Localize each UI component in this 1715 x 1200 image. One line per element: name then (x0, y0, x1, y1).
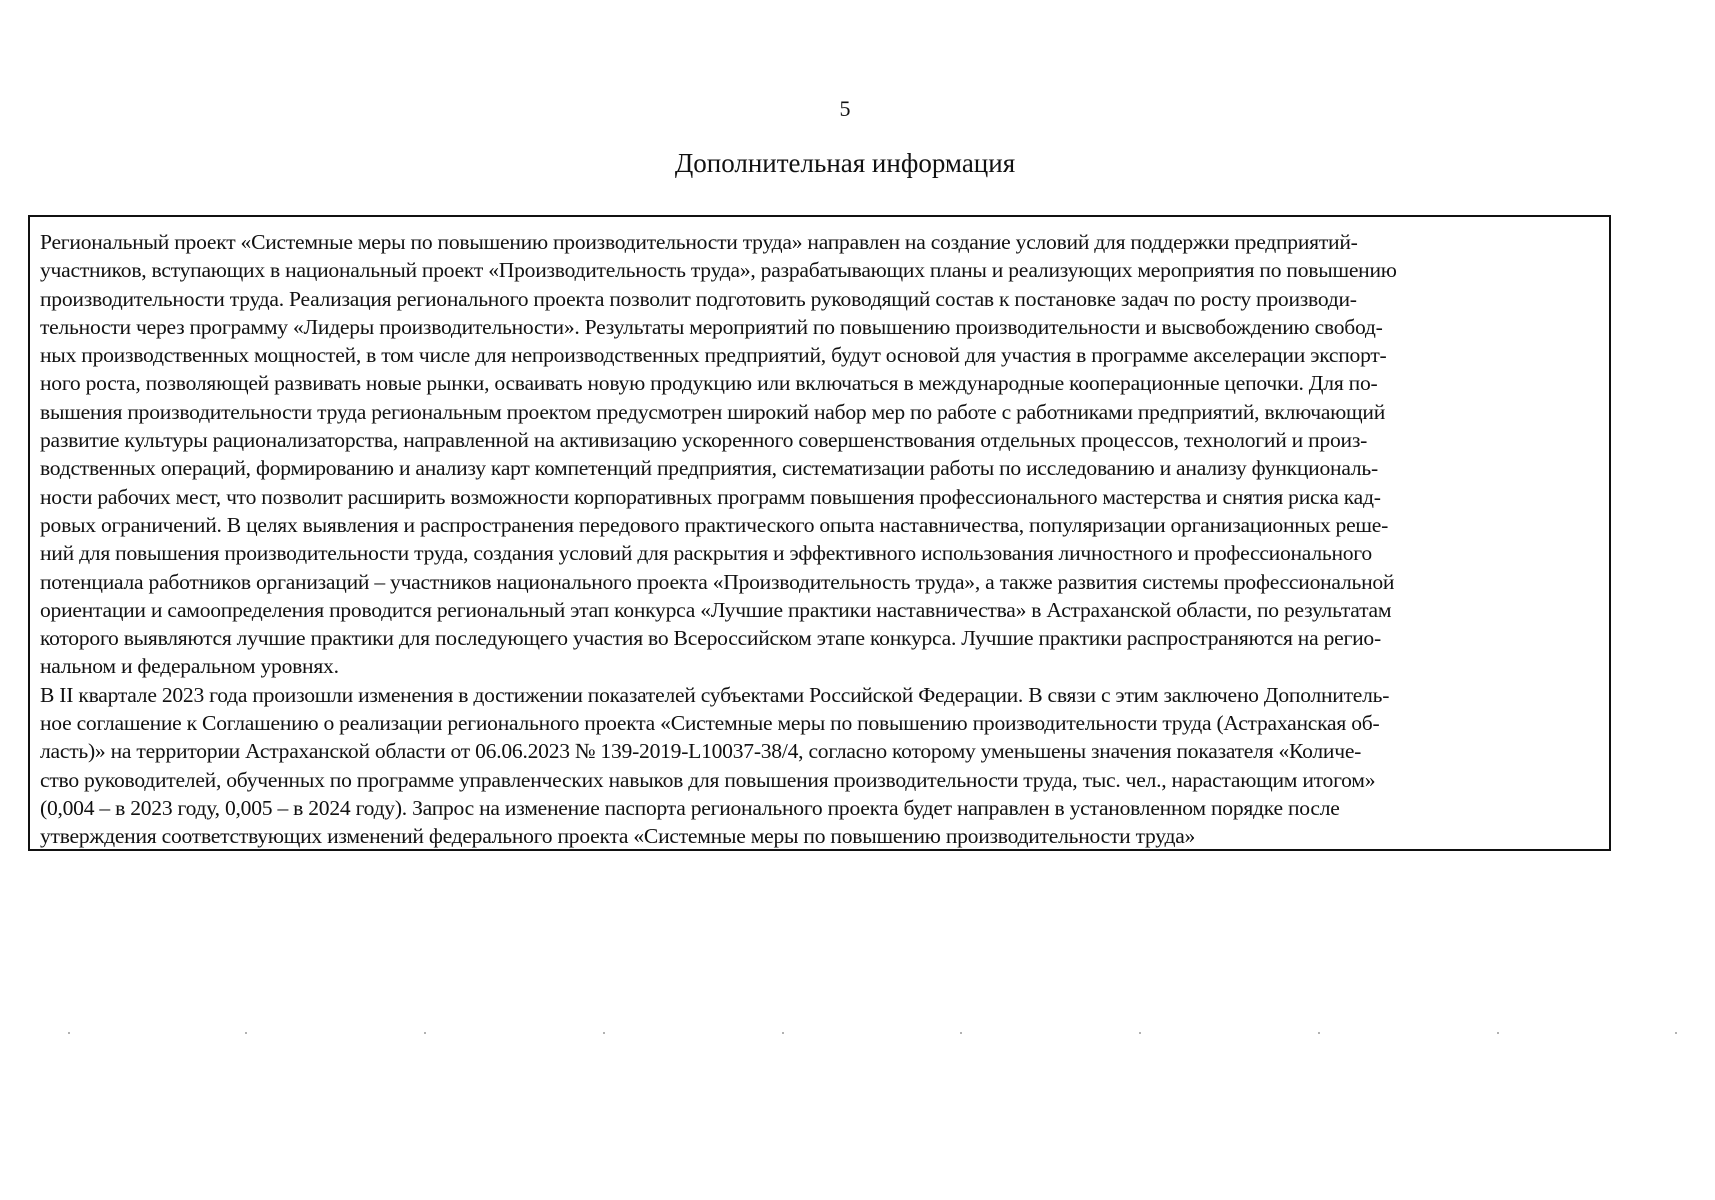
scan-artifact-dots (0, 1032, 1715, 1036)
text-line: ний для повышения производительности труда, создания условий для раскрытия и эффективного использования личностного и профессионального (40, 541, 1372, 566)
scan-dot (1675, 1032, 1677, 1034)
additional-info-box (28, 215, 1611, 851)
page-title: Дополнительная информация (674, 148, 1016, 178)
text-line: В II квартале 2023 года произошли изменения в достижении показателей субъектами Российской Федерации. В связи с этим заключено Дополнитель- (40, 682, 1390, 707)
text-line: водственных операций, формированию и анализу карт компетенций предприятия, систематизации работы по исследованию и анализу функциональ- (40, 456, 1378, 481)
paragraph-agreement-changes (40, 681, 1601, 851)
scan-dot (960, 1032, 962, 1034)
scan-dot (1318, 1032, 1320, 1034)
text-line: утверждения соответствующих изменений федерального проекта «Системные меры по повышению производительности труда» (40, 824, 1196, 849)
text-line: ориентации и самоопределения проводится региональный этап конкурса «Лучшие практики наставничества» в Астраханской области, по результатам (40, 597, 1392, 622)
text-line: участников, вступающих в национальный проект «Производительность труда», разрабатывающих планы и реализующих мероприятия по повышению (40, 258, 1397, 283)
text-line: которого выявляются лучшие практики для последующего участия во Всероссийском этапе конкурса. Лучшие практики распространяются на регио- (40, 626, 1381, 651)
text-line: ное соглашение к Соглашению о реализации регионального проекта «Системные меры по повышению производительности труда (Астраханская об- (40, 711, 1380, 736)
text-line: (0,004 – в 2023 году, 0,005 – в 2024 году). Запрос на изменение паспорта регионального проекта будет направлен в установленном порядке после (40, 795, 1340, 820)
text-line: ство руководителей, обученных по программе управленческих навыков для повышения производительности труда, тыс. чел., нарастающим итогом» (40, 767, 1376, 792)
scan-dot (1139, 1032, 1141, 1034)
scan-dot (424, 1032, 426, 1034)
scan-dot (1497, 1032, 1499, 1034)
text-line: тельности через программу «Лидеры производительности». Результаты мероприятий по повышению производительности и высвобождению свобод- (40, 314, 1383, 339)
text-line: ных производственных мощностей, в том числе для непроизводственных предприятий, будут основой для участия в программе акселерации экспорт- (40, 343, 1387, 368)
scan-dot (603, 1032, 605, 1034)
text-line: ности рабочих мест, что позволит расширить возможности корпоративных программ повышения профессионального мастерства и снятия риска кад- (40, 484, 1381, 509)
text-line: нальном и федеральном уровнях. (40, 654, 339, 679)
text-line: развитие культуры рационализаторства, направленной на активизацию ускоренного совершенствования отдельных процессов, технологий и произ- (40, 428, 1368, 453)
text-line: ласть)» на территории Астраханской области от 06.06.2023 № 139-2019-L10037-38/4, согласно которому уменьшены значения показателя «Количе- (40, 739, 1362, 764)
paragraph-project-description (40, 228, 1601, 681)
text-line: ровых ограничений. В целях выявления и распространения передового практического опыта наставничества, популяризации организационных реше- (40, 512, 1389, 537)
text-line: производительности труда. Реализация регионального проекта позволит подготовить руководящий состав к постановке задач по росту производи- (40, 286, 1357, 311)
scan-dot (245, 1032, 247, 1034)
text-line: вышения производительности труда региональным проектом предусмотрен широкий набор мер по работе с работниками предприятий, включающий (40, 399, 1386, 424)
page-number: 5 (839, 96, 851, 121)
scan-dot (68, 1032, 70, 1034)
text-line: ного роста, позволяющей развивать новые рынки, осваивать новую продукцию или включаться в международные кооперационные цепочки. Для по- (40, 371, 1378, 396)
scan-dot (782, 1032, 784, 1034)
text-line: потенциала работников организаций – участников национального проекта «Производительность труда», а также развития системы профессиональной (40, 569, 1395, 594)
text-line: Региональный проект «Системные меры по повышению производительности труда» направлен на создание условий для поддержки предприятий- (40, 230, 1358, 254)
